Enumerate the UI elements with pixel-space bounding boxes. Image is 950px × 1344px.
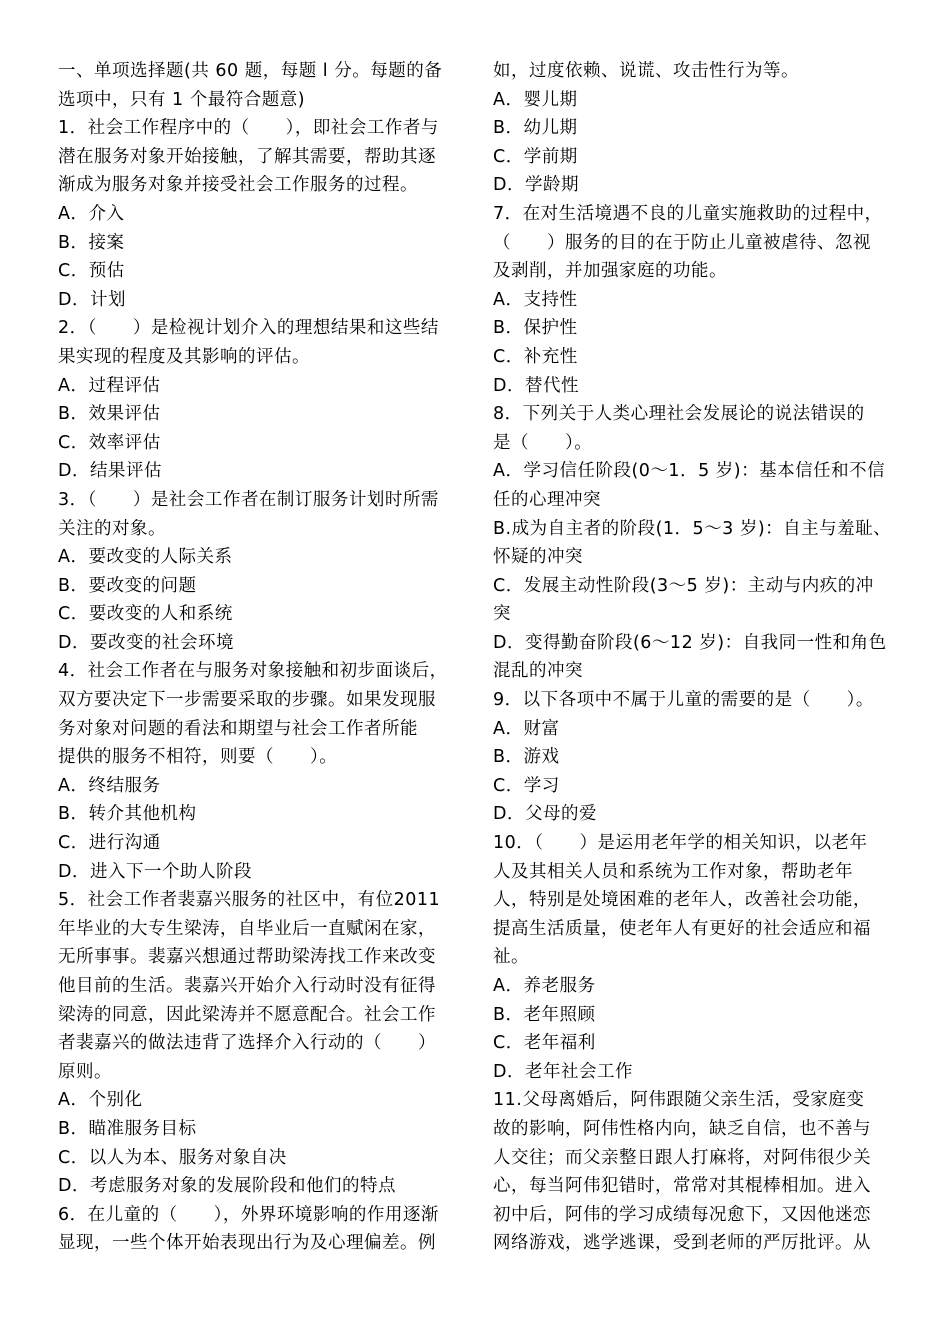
text-line: 是（ ）。 [493, 432, 593, 453]
text-line: C．补充性 [493, 346, 578, 367]
text-line: 无所事事。裴嘉兴想通过帮助梁涛找工作来改变 [58, 947, 436, 968]
text-line: 1．社会工作程序中的（ ），即社会工作者与 [58, 118, 439, 139]
text-line: 6．在儿童的（ ），外界环境影响的作用逐渐 [58, 1204, 439, 1225]
text-line: 双方要决定下一步需要采取的步骤。如果发现服 [58, 690, 436, 711]
text-line: C．预估 [58, 261, 125, 282]
text-line: A．财富 [493, 718, 560, 739]
text-line: 7．在对生活境遇不良的儿童实施救助的过程中， [493, 203, 883, 224]
text-line: 祉。 [493, 947, 529, 968]
text-line: C．学前期 [493, 146, 578, 167]
text-line: 人及其相关人员和系统为工作对象，帮助老年 [493, 861, 853, 882]
text-line: D．计划 [58, 289, 126, 310]
text-line: 突 [493, 604, 511, 625]
text-line: 关注的对象。 [58, 518, 166, 539]
text-line: C．以人为本、服务对象自决 [58, 1147, 287, 1168]
text-line: （ ）服务的目的在于防止儿童被虐待、忽视 [493, 232, 871, 253]
text-line: 11.父母离婚后，阿伟跟随父亲生活，受家庭变 [493, 1090, 865, 1111]
text-line: A．终结服务 [58, 775, 161, 796]
right-column [493, 57, 908, 1258]
text-line: 渐成为服务对象并接受社会工作服务的过程。 [58, 175, 418, 196]
text-line: C．老年福利 [493, 1033, 596, 1054]
text-line: B．要改变的问题 [58, 575, 197, 596]
text-line: B．瞄准服务目标 [58, 1118, 197, 1139]
text-line: B．幼儿期 [493, 118, 578, 139]
text-line: 2．（ ）是检视计划介入的理想结果和这些结 [58, 318, 439, 339]
text-line: C．学习 [493, 775, 560, 796]
text-line: 一、单项选择题(共 60 题，每题 l 分。每题的备 [58, 61, 443, 81]
text-line: 务对象对问题的看法和期望与社会工作者所能 [58, 718, 418, 739]
text-line: 果实现的程度及其影响的评估。 [58, 346, 310, 367]
text-line: 潜在服务对象开始接触，了解其需要，帮助其逐 [58, 146, 436, 167]
text-line: 提供的服务不相符，则要（ ）。 [58, 747, 338, 768]
text-line: A．要改变的人际关系 [58, 547, 233, 568]
text-line: A．支持性 [493, 289, 578, 310]
text-line: 8．下列关于人类心理社会发展论的说法错误的 [493, 404, 865, 425]
text-line: B．转介其他机构 [58, 804, 197, 825]
text-line: C．发展主动性阶段(3～5 岁)：主动与内疚的冲 [493, 575, 874, 596]
text-line: D．考虑服务对象的发展阶段和他们的特点 [58, 1176, 396, 1197]
text-line: A．学习信任阶段(0～1．5 岁)：基本信任和不信 [493, 461, 886, 482]
text-line: 初中后，阿伟的学习成绩每况愈下，又因他迷恋 [493, 1204, 871, 1225]
text-line: 及剥削，并加强家庭的功能。 [493, 261, 727, 282]
text-line: 人交往；而父亲整日跟人打麻将，对阿伟很少关 [493, 1147, 871, 1168]
text-line: B．游戏 [493, 747, 560, 768]
text-line: 9．以下各项中不属于儿童的需要的是（ ）。 [493, 690, 874, 711]
text-line: D．变得勤奋阶段(6～12 岁)：自我同一性和角色 [493, 632, 887, 653]
text-line: B．效果评估 [58, 404, 161, 425]
text-line: 者裴嘉兴的做法违背了选择介入行动的（ ） [58, 1033, 436, 1054]
text-line: D．老年社会工作 [493, 1061, 633, 1082]
text-line: C．要改变的人和系统 [58, 604, 233, 625]
text-line: 5．社会工作者裴嘉兴服务的社区中，有位2011 [58, 890, 441, 911]
text-line: D．结果评估 [58, 461, 162, 482]
text-line: 10．（ ）是运用老年学的相关知识，以老年 [493, 833, 868, 854]
text-line: B.成为自主者的阶段(1．5～3 岁)：自主与羞耻、 [493, 518, 892, 539]
left-column [58, 57, 468, 1258]
text-line: 混乱的冲突 [493, 661, 583, 682]
text-line: 故的影响，阿伟性格内向，缺乏自信，也不善与 [493, 1118, 871, 1139]
text-line: D．替代性 [493, 375, 579, 396]
text-line: A．过程评估 [58, 375, 161, 396]
text-line: B．保护性 [493, 318, 578, 339]
text-line: 提高生活质量，使老年人有更好的社会适应和福 [493, 918, 871, 939]
text-line: A．婴儿期 [493, 89, 578, 110]
text-line: B．老年照顾 [493, 1004, 596, 1025]
text-line: D．进入下一个助人阶段 [58, 861, 252, 882]
text-line: 如，过度依赖、说谎、攻击性行为等。 [493, 61, 799, 81]
text-line: 任的心理冲突 [493, 489, 601, 510]
text-line: A．个别化 [58, 1090, 143, 1111]
text-line: 梁涛的同意，因此梁涛并不愿意配合。社会工作 [58, 1004, 436, 1025]
text-line: C．效率评估 [58, 432, 161, 453]
text-line: D．学龄期 [493, 175, 579, 196]
text-line: D．要改变的社会环境 [58, 632, 234, 653]
text-line: D．父母的爱 [493, 804, 597, 825]
text-line: 选项中，只有 1 个最符合题意) [58, 89, 306, 110]
text-line: A．养老服务 [493, 976, 596, 996]
text-line: 网络游戏，逃学逃课，受到老师的严厉批评。从 [493, 1233, 871, 1254]
text-line: 原则。 [58, 1061, 112, 1082]
text-line: 他目前的生活。裴嘉兴开始介入行动时没有征得 [58, 976, 436, 996]
text-line: 4．社会工作者在与服务对象接触和初步面谈后， [58, 661, 448, 682]
text-line: 3．（ ）是社会工作者在制订服务计划时所需 [58, 489, 439, 510]
text-line: C．进行沟通 [58, 833, 161, 854]
text-line: 显现，一些个体开始表现出行为及心理偏差。例 [58, 1233, 436, 1254]
text-line: 心，每当阿伟犯错时，常常对其棍棒相加。进入 [493, 1176, 871, 1197]
text-line: 年毕业的大专生梁涛，自毕业后一直赋闲在家， [58, 918, 436, 939]
text-line: B．接案 [58, 232, 125, 253]
text-line: 人，特别是处境困难的老年人，改善社会功能， [493, 890, 871, 911]
text-line: 怀疑的冲突 [493, 547, 583, 568]
text-line: A．介入 [58, 203, 125, 224]
